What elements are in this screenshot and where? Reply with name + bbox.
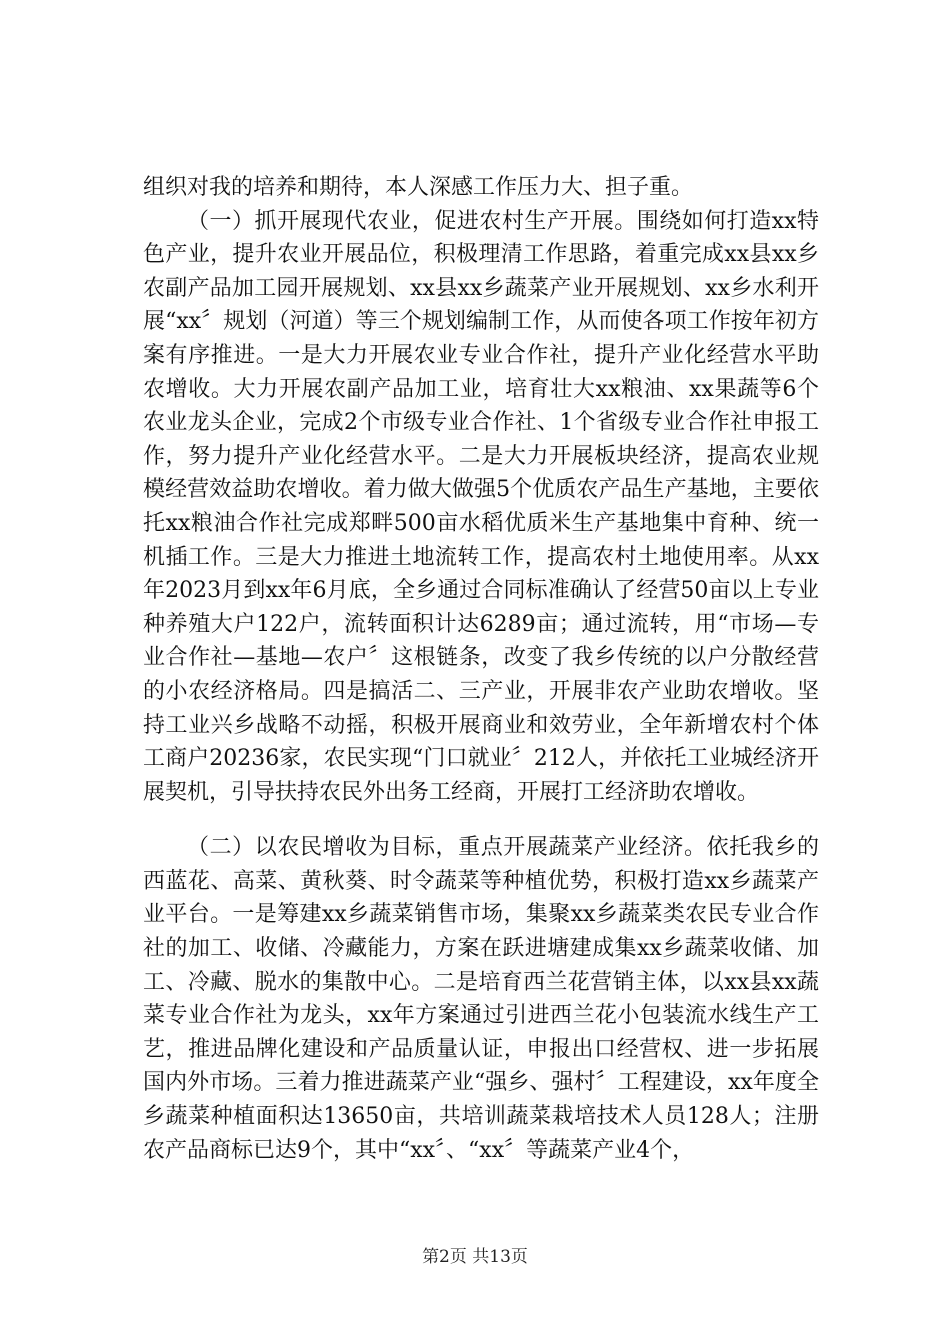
document-body <box>143 171 819 1167</box>
paragraph-section-2: （二）以农民增收为目标，重点开展蔬菜产业经济。依托我乡的西蓝花、高菜、黄秋葵、时令蔬菜等种植优势，积极打造xx乡蔬菜产业平台。一是筹建xx乡蔬菜销售市场，集聚xx乡蔬菜类农民专业合作社的加工、收储、冷藏能力，方案在跃进塘建成集xx乡蔬菜收储、加工、冷藏、脱水的集散中心。二是培育西兰花营销主体，以xx县xx蔬菜专业合作社为龙头，xx年方案通过引进西兰花小包装流水线生产工艺，推进品牌化建设和产品质量认证，申报出口经营权、进一步拓展国内外市场。三着力推进蔬菜产业“强乡、强村〞工程建设，xx年度全乡蔬菜种植面积达13650亩，共培训蔬菜栽培技术人员128人；注册农产品商标已达9个，其中“xx〞、“xx〞等蔬菜产业4个， <box>143 835 819 1163</box>
paragraph-spacer <box>143 809 819 831</box>
paragraph-continuation: 组织对我的培养和期待，本人深感工作压力大、担子重。 <box>143 175 694 200</box>
paragraph-section-1: （一）抓开展现代农业，促进农村生产开展。围绕如何打造xx特色产业，提升农业开展品位，积极理清工作思路，着重完成xx县xx乡农副产品加工园开展规划、xx县xx乡蔬菜产业开展规划、xx乡水利开展“xx〞规划（河道）等三个规划编制工作，从而使各项工作按年初方案有序推进。一是大力开展农业专业合作社，提升产业化经营水平助农增收。大力开展农副产品加工业，培育壮大xx粮油、xx果蔬等6个农业龙头企业，完成2个市级专业合作社、1个省级专业合作社申报工作，努力提升产业化经营水平。二是大力开展板块经济，提高农业规模经营效益助农增收。着力做大做强5个优质农产品生产基地，主要依托xx粮油合作社完成郑畔500亩水稻优质米生产基地集中育种、统一机插工作。三是大力推进土地流转工作，提高农村土地使用率。从xx年2023月到xx年6月底，全乡通过合同标准确认了经营50亩以上专业种养殖大户122户，流转面积计达6289亩；通过流转，用“市场—专业合作社—基地—农户〞这根链条，改变了我乡传统的以户分散经营的小农经济格局。四是搞活二、三产业，开展非农产业助农增收。坚持工业兴乡战略不动摇，积极开展商业和效劳业，全年新增农村个体工商户20236家，农民实现“门口就业〞212人，并依托工业城经济开展契机，引导扶持农民外出务工经商，开展打工经济助农增收。 <box>143 208 819 805</box>
page-footer: 第2页 共13页 <box>422 1247 528 1267</box>
